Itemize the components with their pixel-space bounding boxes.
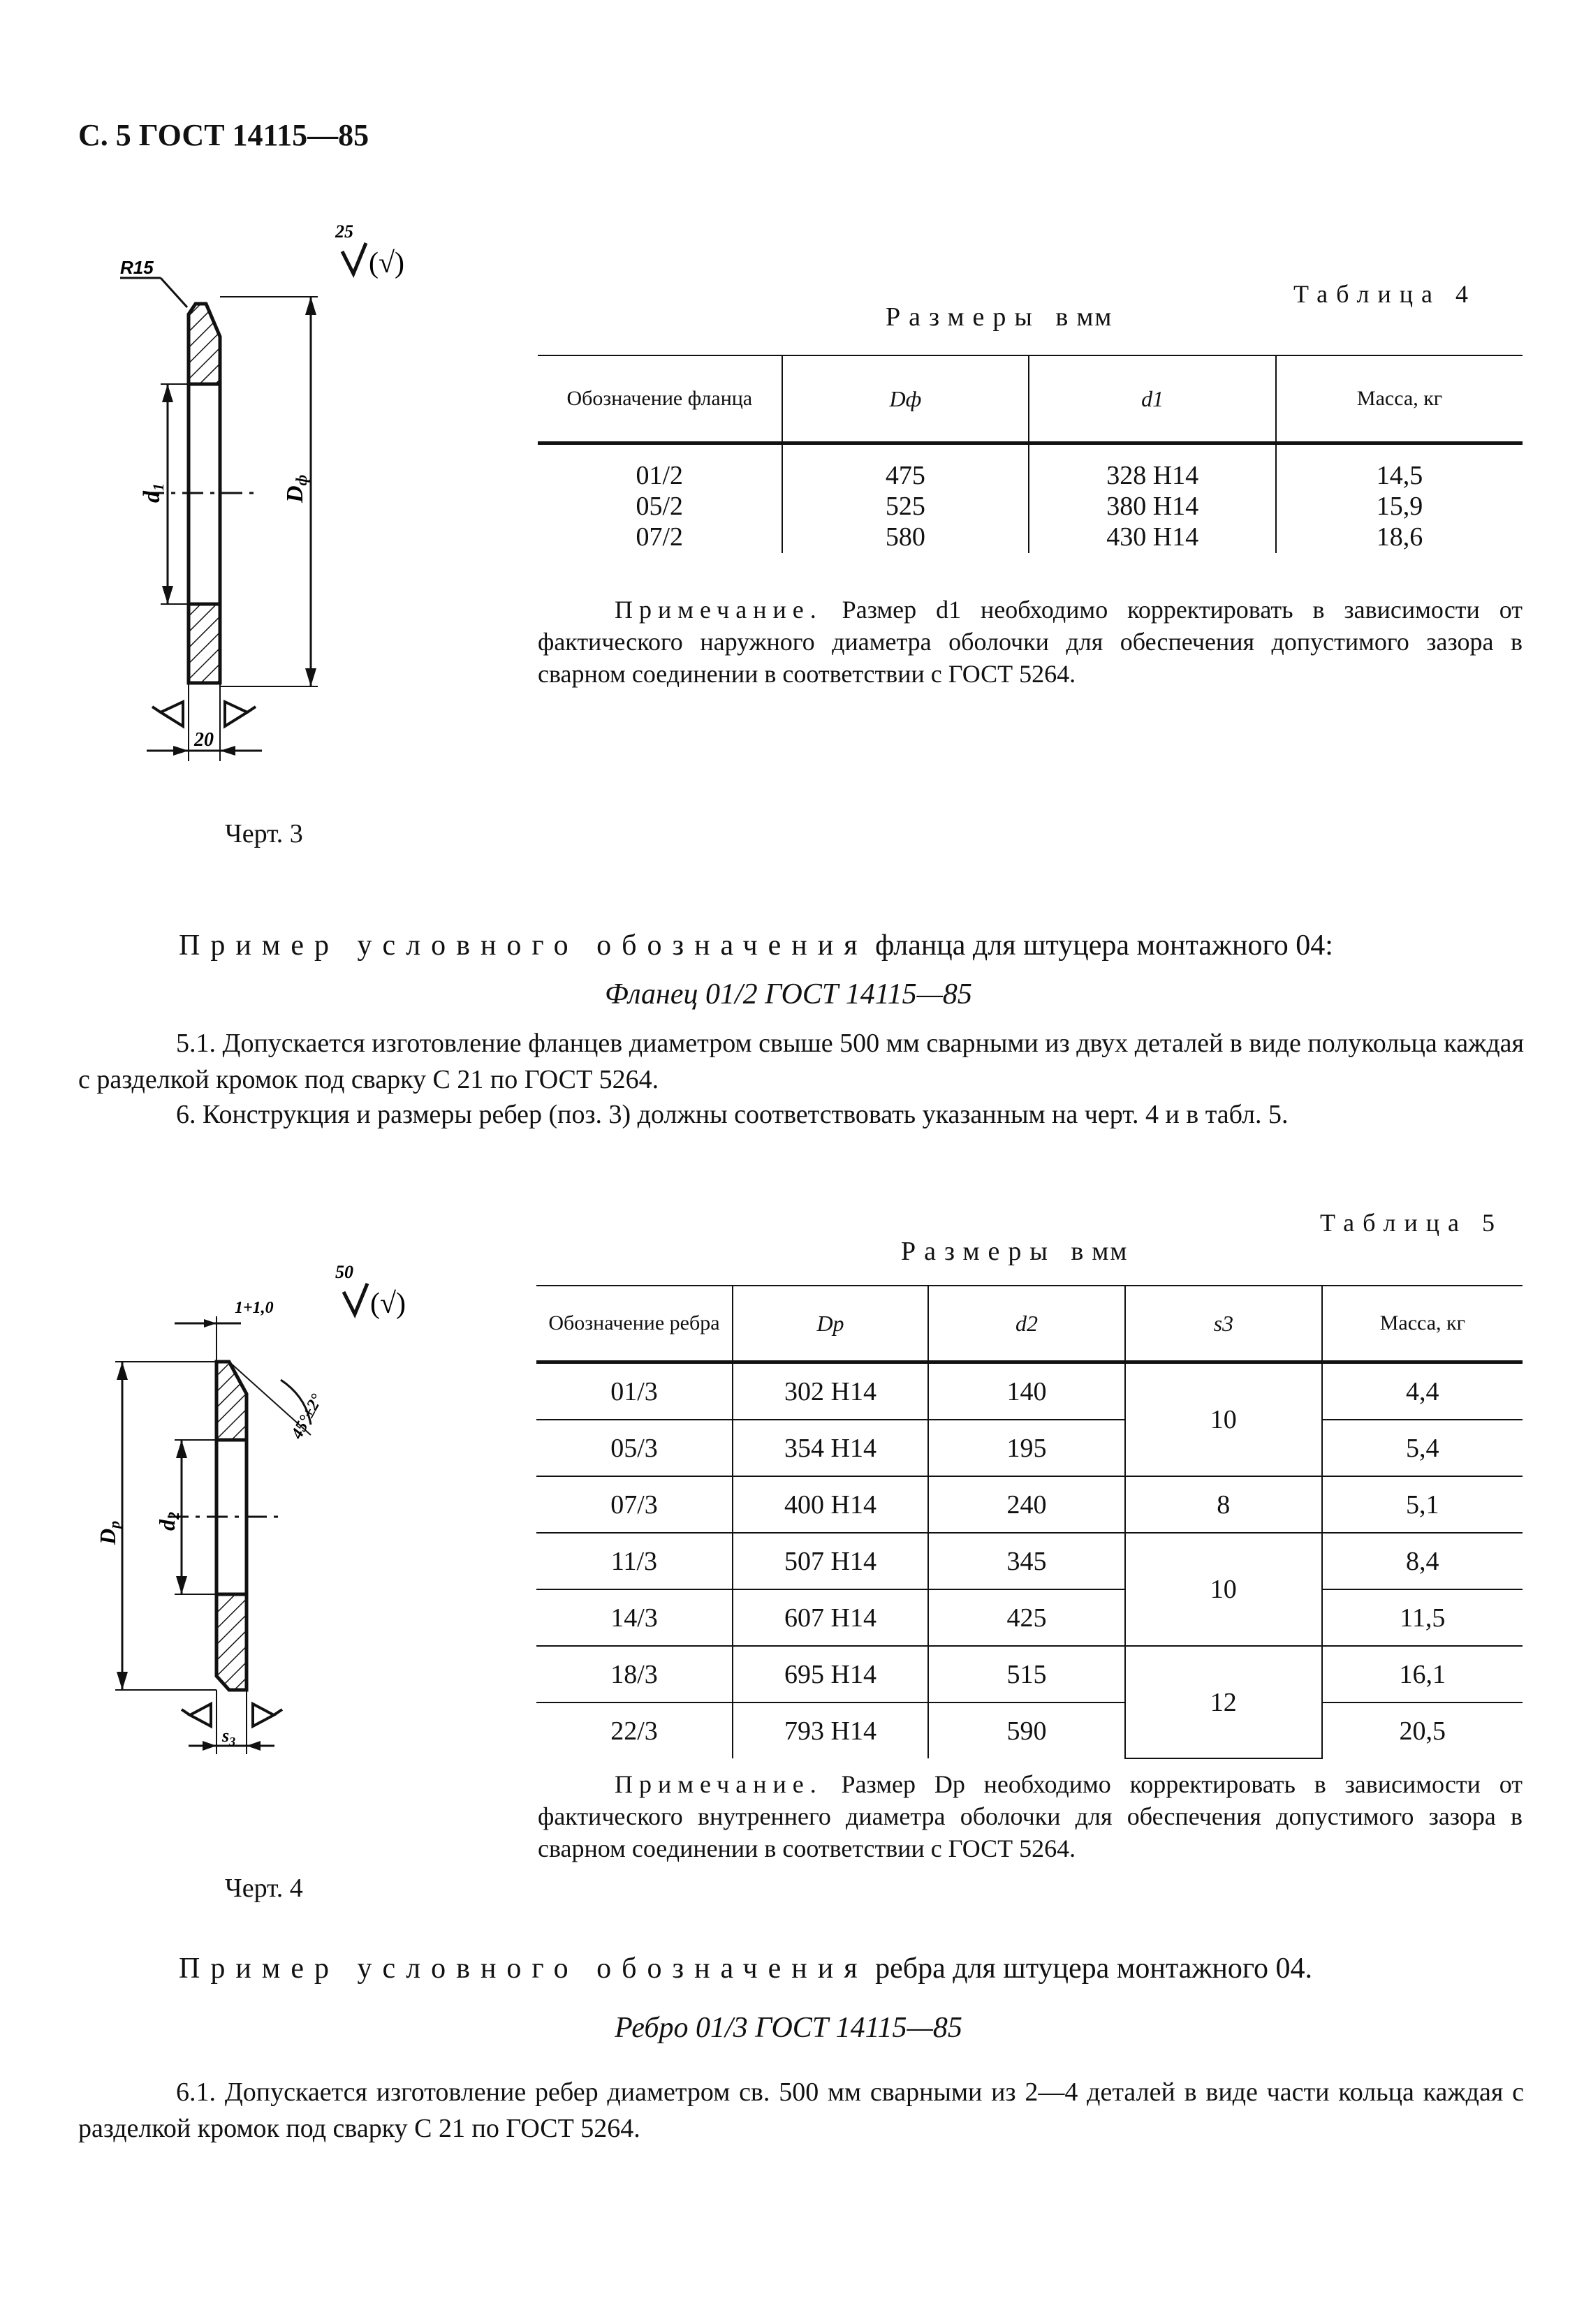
table5-header-d2: d2	[928, 1286, 1125, 1362]
figure-caption-4: Черт. 4	[225, 1874, 303, 1903]
table-row: 14/3 607 Н14 425 11,5	[536, 1589, 1523, 1646]
figure-caption-3: Черт. 3	[225, 819, 303, 848]
dim-d2: d2	[154, 1512, 182, 1531]
s3-group: 10	[1125, 1533, 1322, 1646]
table-5	[536, 1285, 1523, 1759]
table4-header-designation: Обозначение фланца	[538, 355, 782, 443]
table4-col-D: 475 525 580	[782, 443, 1029, 554]
s3-group: 12	[1125, 1646, 1322, 1758]
paragraph-6-1: 6.1. Допускается изготовление ребер диаметром св. 500 мм сварными из 2—4 деталей в виде части кольца каждая с разделкой кромок под сварку С 21 по ГОСТ 5264.	[78, 2077, 1524, 2143]
table5-caption: Таблица 5	[1320, 1209, 1503, 1237]
roughness-value: 50	[335, 1262, 353, 1282]
weld-right-icon	[225, 702, 256, 726]
table-row: 05/3 354 Н14 195 5,4	[536, 1420, 1523, 1476]
paragraph-6: 6. Конструкция и размеры ребер (поз. 3) должны соответствовать указанным на черт. 4 и в табл. 5.	[176, 1100, 1289, 1129]
drawing-rib	[95, 1257, 489, 1760]
dim-width: 20	[194, 729, 214, 751]
page-header: С. 5 ГОСТ 14115—85	[78, 118, 369, 152]
table-row: 18/3 695 Н14 515 12 16,1	[536, 1646, 1523, 1702]
roughness-check-icon	[342, 243, 366, 274]
s3-group: 10	[1125, 1362, 1322, 1477]
table4-col-designation: 01/2 05/2 07/2	[636, 461, 684, 552]
roughness-value: 25	[335, 221, 353, 242]
tolerance-label: 1+1,0	[235, 1299, 274, 1317]
table-row: 07/3 400 Н14 240 8 5,1	[536, 1476, 1523, 1533]
dim-s3: $s_3$	[222, 1726, 236, 1749]
table5-units: Размеры вмм	[901, 1237, 1129, 1266]
table5-header-mass: Масса, кг	[1322, 1286, 1523, 1362]
radius-label: R15	[120, 257, 154, 278]
angle-label: 45°±2°	[288, 1391, 327, 1442]
table4-note: Примечание. Размер d1 необходимо корректировать в зависимости от фактического наружного диаметра оболочки для обеспечения допустимого зазора в сварном соединении в соответствии с ГОСТ 5264.	[538, 596, 1523, 688]
table4-units: Размеры вмм	[886, 302, 1113, 332]
weld-right-icon	[253, 1704, 282, 1726]
table5-header-D: Dр	[733, 1286, 928, 1362]
example2-designation: Ребро 01/3 ГОСТ 14115—85	[615, 2012, 962, 2044]
table4-col-mass: 14,5 15,9 18,6	[1276, 443, 1523, 554]
example2-title: Пример условного обозначения ребра для штуцера монтажного 04.	[179, 1952, 1313, 1985]
roughness-paren: (√)	[369, 247, 405, 279]
example1-title: Пример условного обозначения фланца для штуцера монтажного 04:	[179, 929, 1333, 962]
table4-col-d1: 328 Н14 380 Н14 430 Н14	[1029, 443, 1276, 554]
weld-left-icon	[152, 702, 183, 726]
weld-left-icon	[182, 1704, 211, 1726]
s3-group: 8	[1125, 1476, 1322, 1533]
table5-header-s3: s3	[1125, 1286, 1322, 1362]
table4-header-D: Dф	[782, 355, 1029, 443]
table-row: 11/3 507 Н14 345 10 8,4	[536, 1533, 1523, 1589]
table4-caption: Таблица 4	[1293, 280, 1476, 308]
roughness-check-icon	[344, 1284, 367, 1314]
paragraph-5-1: 5.1. Допускается изготовление фланцев диаметром свыше 500 мм сварными из двух деталей в виде полукольца каждая с разделкой кромок под сварку С 21 по ГОСТ 5264.	[78, 1029, 1524, 1094]
table-row: 01/3 302 Н14 140 10 4,4	[536, 1362, 1523, 1420]
table-row: 22/3 793 Н14 590 20,5	[536, 1702, 1523, 1758]
dim-Df: Dф	[282, 474, 310, 503]
table4-header-d1: d1	[1029, 355, 1276, 443]
table5-header-designation: Обозначение ребра	[536, 1286, 733, 1362]
example1-designation: Фланец 01/2 ГОСТ 14115—85	[605, 978, 972, 1010]
drawing-flange	[105, 209, 496, 782]
dim-Dp: Dр	[95, 1520, 123, 1545]
table5-note: Примечание. Размер Dр необходимо корректировать в зависимости от фактического внутреннего диаметра оболочки для обеспечения допустимого зазора в сварном соединении в соответствии с ГОСТ 5264.	[538, 1770, 1523, 1862]
dim-d1: d1	[139, 483, 167, 503]
roughness-paren: (√)	[370, 1288, 406, 1320]
table-4	[538, 355, 1523, 553]
table4-header-mass: Масса, кг	[1276, 355, 1523, 443]
